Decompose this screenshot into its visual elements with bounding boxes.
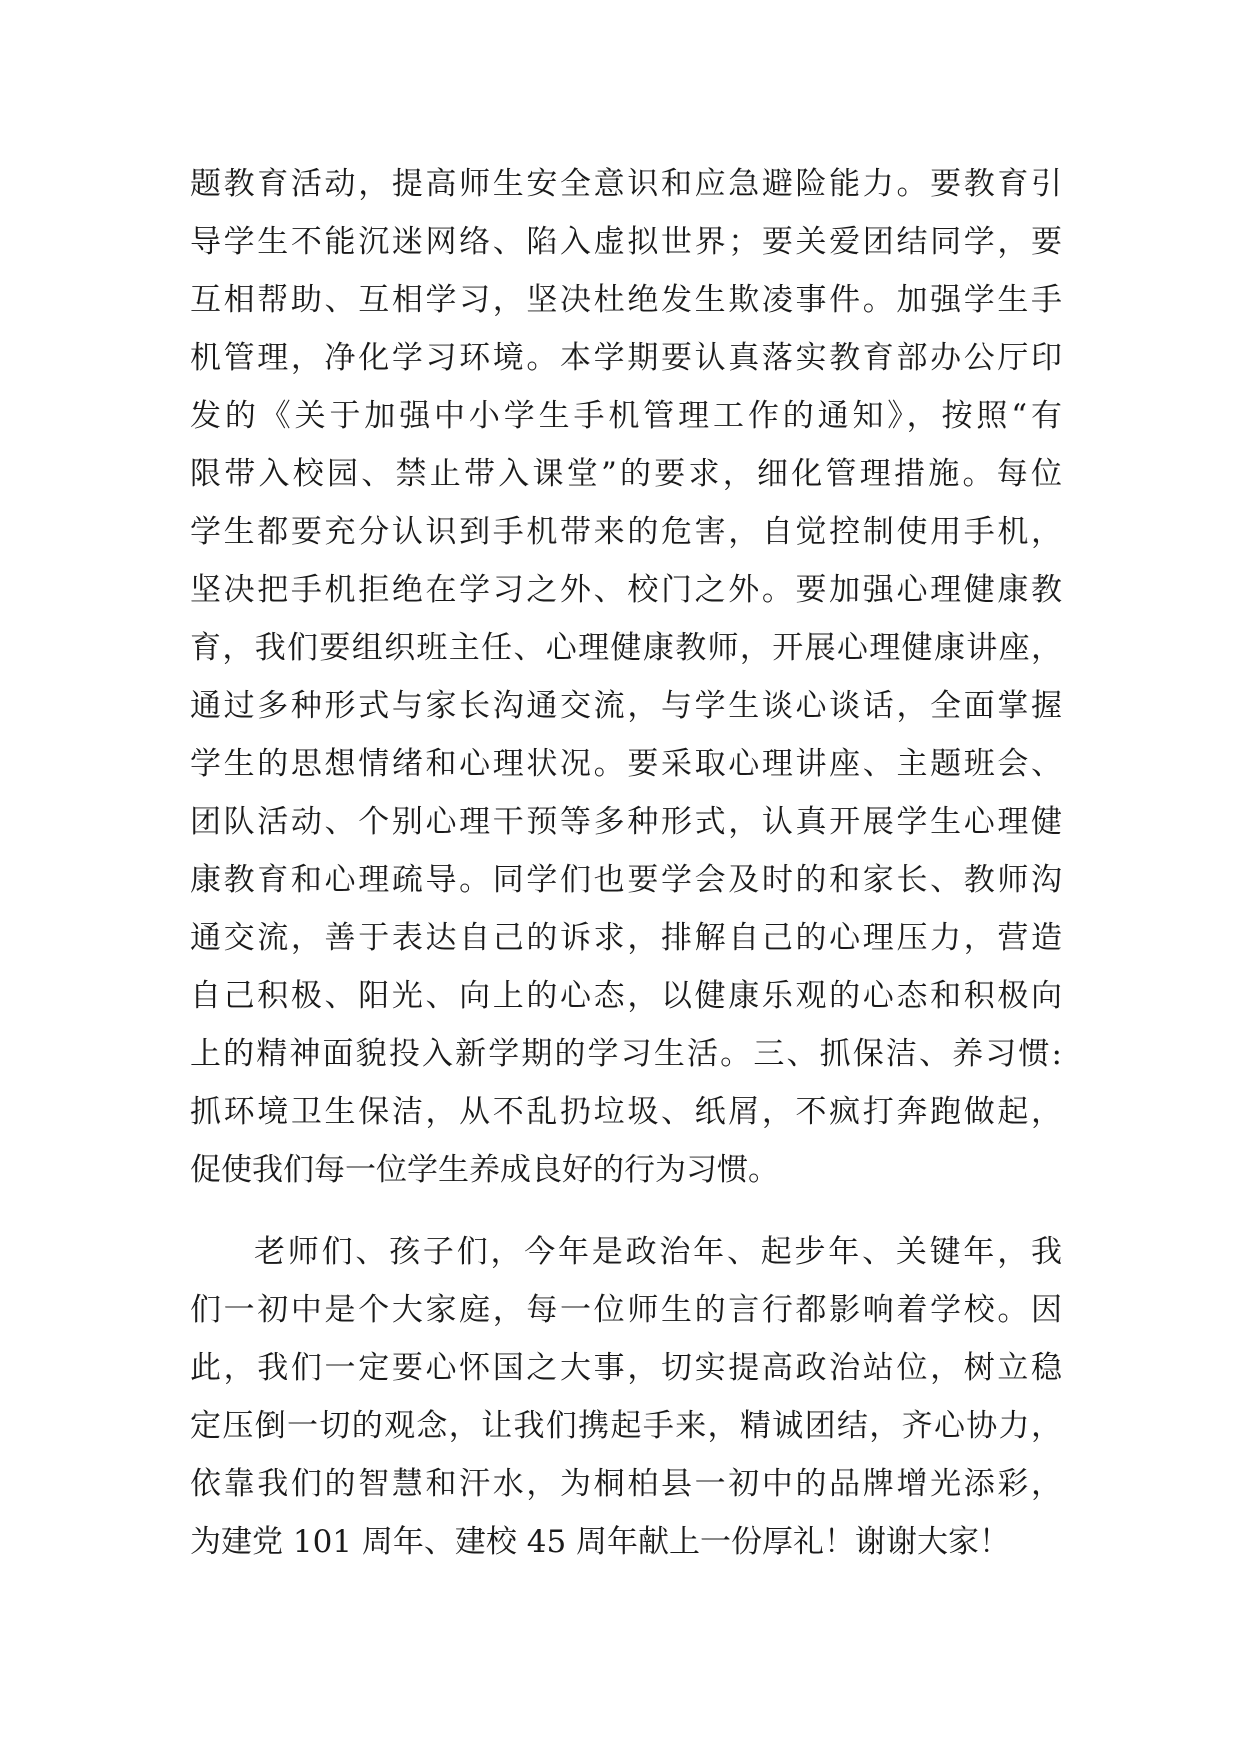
text-line: 抓环境卫生保洁，从不乱扔垃圾、纸屑，不疯打奔跑做起， [190,1094,1062,1130]
paragraph-1 [190,155,1062,1199]
text-line: 坚决把手机拒绝在学习之外、校门之外。要加强心理健康教 [190,572,1062,608]
text-line: 互相帮助、互相学习，坚决杜绝发生欺凌事件。加强学生手 [190,282,1062,318]
text-line: 机管理，净化学习环境。本学期要认真落实教育部办公厅印 [190,340,1062,376]
text-line: 通交流，善于表达自己的诉求，排解自己的心理压力，营造 [190,920,1062,956]
text-line: 题教育活动，提高师生安全意识和应急避险能力。要教育引 [190,166,1062,202]
text-line: 发的《关于加强中小学生手机管理工作的通知》，按照“有 [190,398,1062,434]
text-line: 学生都要充分认识到手机带来的危害，自觉控制使用手机， [190,514,1062,550]
text-line: 自己积极、阳光、向上的心态，以健康乐观的心态和积极向 [190,978,1062,1014]
text-line: 定压倒一切的观念，让我们携起手来，精诚团结，齐心协力， [190,1408,1062,1444]
text-line: 老师们、孩子们，今年是政治年、起步年、关键年，我 [254,1234,1062,1270]
text-line: 学生的思想情绪和心理状况。要采取心理讲座、主题班会、 [190,746,1062,782]
text-line: 育，我们要组织班主任、心理健康教师，开展心理健康讲座， [190,630,1062,666]
text-line: 依靠我们的智慧和汗水，为桐柏县一初中的品牌增光添彩， [190,1466,1062,1502]
text-line: 限带入校园、禁止带入课堂”的要求，细化管理措施。每位 [190,456,1062,492]
text-line: 导学生不能沉迷网络、陷入虚拟世界；要关爱团结同学，要 [190,224,1062,260]
text-line: 团队活动、个别心理干预等多种形式，认真开展学生心理健 [190,804,1062,840]
text-line: 此，我们一定要心怀国之大事，切实提高政治站位，树立稳 [190,1350,1062,1386]
paragraph-2 [190,1223,1062,1571]
text-line: 们一初中是个大家庭，每一位师生的言行都影响着学校。因 [190,1292,1062,1328]
text-line: 促使我们每一位学生养成良好的行为习惯。 [190,1152,779,1188]
text-line: 通过多种形式与家长沟通交流，与学生谈心谈话，全面掌握 [190,688,1062,724]
text-line: 康教育和心理疏导。同学们也要学会及时的和家长、教师沟 [190,862,1062,898]
text-line: 为建党 101 周年、建校 45 周年献上一份厚礼！谢谢大家！ [190,1524,1011,1560]
text-line: 上的精神面貌投入新学期的学习生活。三、抓保洁、养习惯: [190,1036,1062,1072]
